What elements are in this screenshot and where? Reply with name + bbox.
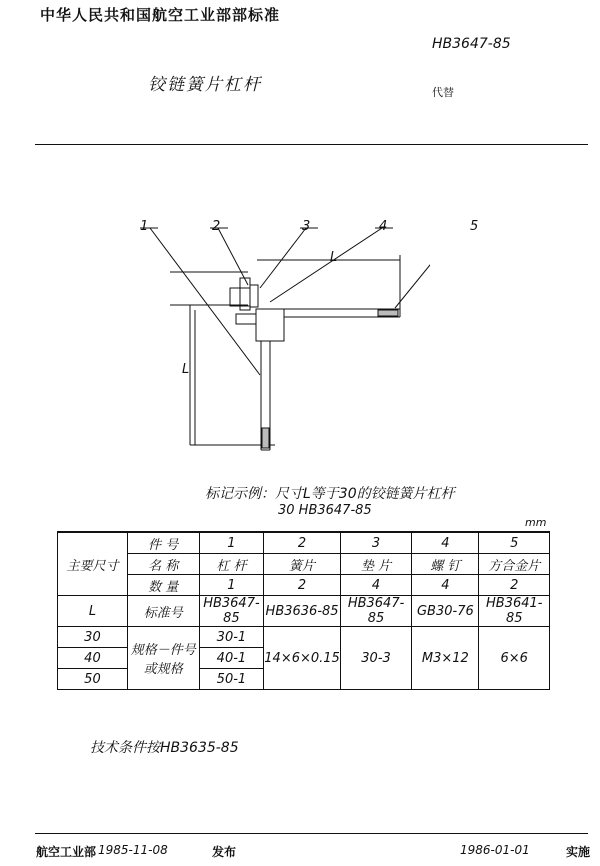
part-no-label: 件 号	[127, 532, 199, 554]
dimension-label-horizontal: L	[330, 250, 338, 265]
main-dimension-header: 主要尺寸	[58, 532, 128, 596]
table-cell: 30-1	[199, 627, 264, 648]
dimension-label-vertical: L	[182, 362, 190, 377]
issuer: 航空工业部	[36, 845, 97, 859]
implementation-word: 实施	[566, 845, 591, 859]
implementation-date: 1986-01-01	[460, 843, 530, 857]
table-cell: 垫 片	[340, 554, 411, 575]
table-cell: 3	[340, 532, 411, 554]
table-cell: 30	[58, 627, 128, 648]
standard-no-label: 标准号	[127, 596, 199, 627]
bottom-rule	[35, 833, 588, 834]
table-cell: 杠 杆	[199, 554, 264, 575]
leader-2	[218, 228, 248, 285]
marking-example-line2: 30 HB3647-85	[278, 503, 372, 518]
table-cell: 50-1	[199, 669, 264, 690]
callout-5: 5	[470, 219, 479, 234]
table-cell: GB30-76	[412, 596, 479, 627]
table-cell: 5	[479, 532, 550, 554]
top-rule	[35, 144, 588, 145]
L-label: L	[58, 596, 128, 627]
standard-number: HB3647-85	[432, 36, 511, 52]
document-title: 铰链簧片杠杆	[148, 75, 262, 95]
table-cell: 30-3	[340, 627, 411, 690]
leader-3	[260, 228, 306, 288]
table-cell: 1	[199, 532, 264, 554]
spec-label-line2: 或规格	[143, 662, 183, 677]
table-cell: HB3636-85	[264, 596, 341, 627]
unit-label: mm	[525, 516, 547, 529]
name-label: 名 称	[127, 554, 199, 575]
table-cell: 2	[264, 532, 341, 554]
table-cell: HB3641-85	[479, 596, 550, 627]
table-cell: 方合金片	[479, 554, 550, 575]
issue-date: 1985-11-08	[98, 843, 168, 857]
table-cell: 4	[340, 575, 411, 596]
table-cell: HB3647-85	[199, 596, 264, 627]
table-cell: 4	[412, 532, 479, 554]
table-cell: M3×12	[412, 627, 479, 690]
callout-1: 1	[140, 219, 149, 234]
table-cell: 6×6	[479, 627, 550, 690]
issue-word: 发布	[212, 845, 237, 859]
technical-requirements: 技术条件按HB3635-85	[90, 740, 239, 756]
callout-2: 2	[212, 219, 221, 234]
table-cell: HB3647-85	[340, 596, 411, 627]
table-cell: 50	[58, 669, 128, 690]
table-cell: 4	[412, 575, 479, 596]
table-cell: 2	[479, 575, 550, 596]
callout-4: 4	[379, 219, 388, 234]
quantity-label: 数 量	[127, 575, 199, 596]
marking-example-line1: 标记示例：尺寸L等于30的铰链簧片杠杆	[205, 486, 455, 502]
callout-3: 3	[302, 219, 311, 234]
replaces-note: 代替	[432, 86, 454, 99]
lever-drawing	[130, 210, 430, 460]
table-cell: 簧片	[264, 554, 341, 575]
table-cell: 1	[199, 575, 264, 596]
table-cell: 40	[58, 648, 128, 669]
leader-1	[150, 228, 260, 375]
table-cell: 14×6×0.15	[264, 627, 341, 690]
leader-4	[270, 228, 382, 302]
table-cell: 2	[264, 575, 341, 596]
table-cell: 40-1	[199, 648, 264, 669]
spec-label-line1: 规格－件号	[130, 643, 196, 658]
parts-table	[57, 531, 550, 690]
spec-label	[127, 627, 199, 690]
table-cell: 螺 钉	[412, 554, 479, 575]
org-standard-title: 中华人民共和国航空工业部部标准	[40, 6, 281, 24]
